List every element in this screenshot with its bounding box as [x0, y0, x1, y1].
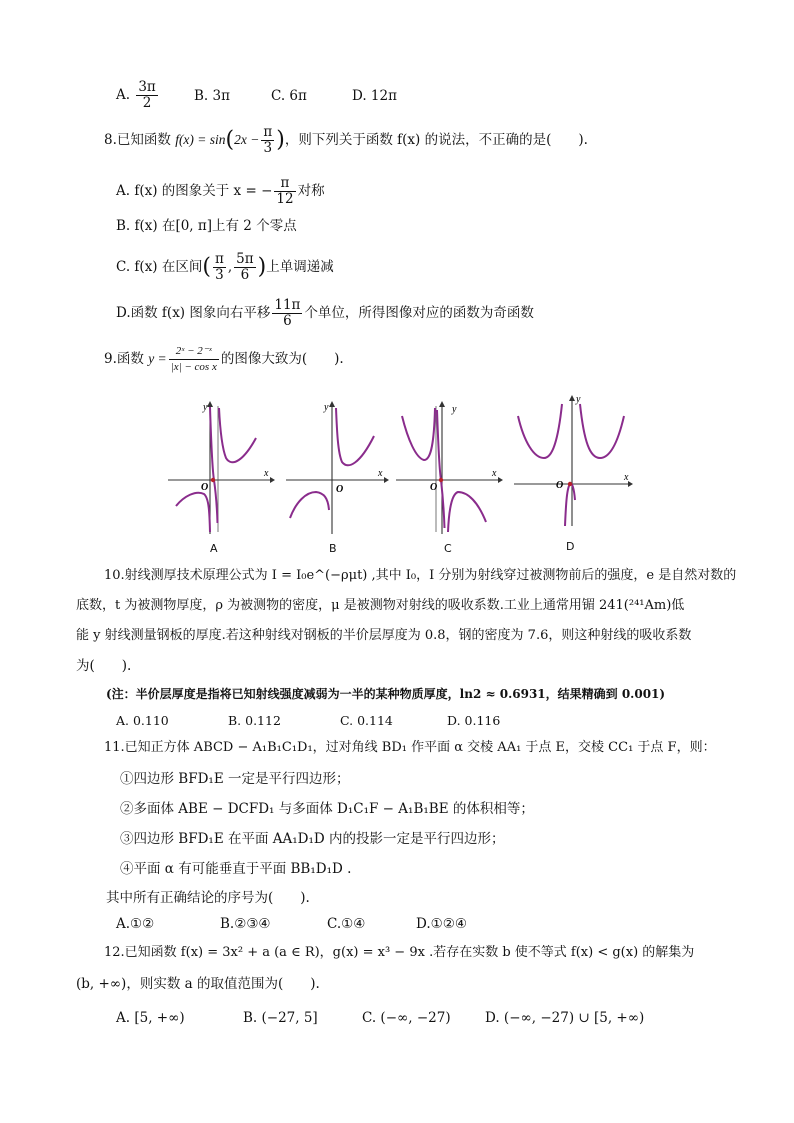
q7-option-c: C. 6π	[271, 88, 307, 104]
q8-stem-num: π	[263, 124, 273, 140]
q9-fraction	[169, 344, 219, 375]
q12-line-2: (b, +∞)，则实数 a 的取值范围为( ).	[76, 976, 320, 992]
q9-graph-a-origin: O	[201, 482, 209, 493]
q7-a-prefix: A.	[116, 87, 131, 103]
q10-option-c: C. 0.114	[340, 713, 393, 728]
q8-c-frac1	[213, 252, 226, 283]
q9-graph-b	[284, 398, 392, 538]
q8-stem-fraction	[261, 125, 274, 156]
q12-line-1: 12.已知函数 f(x) = 3x² + a (a ∈ R)，g(x) = x³ − 9x .若存在实数 b 使不等式 f(x) < g(x) 的解集为	[104, 945, 695, 960]
q8-c-n2: 5π	[236, 251, 254, 267]
q11-option-c: C.①④	[327, 916, 366, 932]
q8-option-a	[116, 176, 325, 207]
q12-option-d: D. (−∞, −27) ∪ [5, +∞)	[485, 1010, 645, 1026]
q8-a-num: π	[274, 176, 295, 192]
q8-d-fraction	[272, 298, 302, 329]
q9-graph-b-y-label: y	[324, 402, 329, 413]
q11-statement-4: ④平面 α 有可能垂直于平面 BB₁D₁D .	[120, 861, 352, 877]
q8-d-num: 11π	[274, 297, 301, 313]
q7-options	[116, 80, 160, 111]
q10-line-4: 为( ).	[76, 658, 132, 674]
q10-line-2: 底数，t 为被测物厚度，ρ 为被测物的密度，μ 是被测物对射线的吸收系数.工业上通常用镅 241(²⁴¹Am)低	[76, 598, 685, 613]
q7-option-a	[116, 79, 160, 111]
q10-line-1: 10.射线测厚技术原理公式为 I = I₀e^(−ρμt) ,其中 I₀，I 分别为射线穿过被测物前后的强度，e 是自然对数的	[104, 568, 737, 583]
q7-a-fraction	[136, 80, 157, 111]
q11-question: 其中所有正确结论的序号为( ).	[106, 890, 310, 906]
q10-option-d: D. 0.116	[447, 713, 501, 728]
q12-option-a: A. [5, +∞)	[116, 1010, 185, 1026]
q8-stem-arg: 2x −	[234, 132, 260, 147]
q12-option-c: C. (−∞, −27)	[362, 1010, 451, 1026]
q8-c-n1: π	[214, 251, 224, 267]
q11-statement-3: ③四边形 BFD₁E 在平面 AA₁D₁D 内的投影一定是平行四边形；	[120, 831, 505, 847]
q9-graph-d-y-label: y	[576, 394, 581, 405]
q9-label-c: C	[444, 542, 452, 555]
q8-d-post: 个单位，所得图像对应的函数为奇函数	[304, 305, 534, 321]
q9-graph-a-x-label: x	[264, 468, 269, 479]
q11-stem: 11.已知正方体 ABCD − A₁B₁C₁D₁，过对角线 BD₁ 作平面 α 交棱 AA₁ 于点 E，交棱 CC₁ 于点 F，则：	[104, 740, 716, 755]
q10-option-a: A. 0.110	[116, 713, 169, 728]
q8-c-post: 上单调递减	[266, 259, 334, 275]
q7-option-d: D. 12π	[352, 88, 397, 104]
q11-option-a: A.①②	[116, 916, 155, 932]
q8-a-pre: A. f(x) 的图象关于 x = −	[116, 183, 273, 199]
q8-a-fraction	[274, 176, 295, 207]
q9-y: y =	[148, 351, 167, 366]
q9-graph-c-x-label: x	[492, 468, 497, 479]
q10-note: (注：半价层厚度是指将已知射线强度减弱为一半的某种物质厚度，ln2 ≈ 0.6931，结果精确到 0.001)	[106, 687, 666, 701]
q9-graph-d-origin: O	[556, 480, 564, 491]
q8-option-b: B. f(x) 在[0, π]上有 2 个零点	[116, 218, 297, 234]
q8-c-frac2	[234, 252, 255, 283]
q10-line-3: 能 y 射线测量钢板的厚度.若这种射线对钢板的半价层厚度为 0.8，钢的密度为 7.6，则这种射线的吸收系数	[76, 628, 692, 643]
q7-a-num: 3π	[138, 79, 156, 95]
q8-a-post: 对称	[297, 183, 325, 199]
q7-option-b: B. 3π	[194, 88, 230, 104]
q9-num: 2ˣ − 2⁻ˣ	[169, 344, 219, 360]
q9-den: |x| − cos x	[170, 361, 217, 373]
q9-graph-c-origin: O	[430, 482, 438, 493]
q9-graph-d	[512, 392, 636, 532]
q8-a-den: 12	[276, 191, 294, 207]
q8-option-c: C. f(x) 在区间( $\frac{\pi}{3}$ , $\frac{5\pi}{6}$ )上单调递减	[116, 251, 334, 283]
q11-statement-2: ②多面体 ABE − DCFD₁ 与多面体 D₁C₁F − A₁B₁BE 的体积相等；	[120, 801, 534, 817]
q9-graph-c-y-label: y	[452, 404, 457, 415]
q9-graph-b-origin: O	[336, 484, 344, 495]
q8-c-d2: 6	[240, 267, 250, 283]
q9-stem	[104, 344, 344, 375]
q8-option-d	[116, 298, 534, 329]
q8-stem-den: 3	[263, 140, 273, 156]
q9-graph-a-y-label: y	[203, 402, 208, 413]
q10-option-b: B. 0.112	[228, 713, 281, 728]
q9-post: 的图像大致为( ).	[220, 351, 344, 367]
q9-label-b: B	[329, 542, 337, 555]
q8-d-pre: D.函数 f(x) 图象向右平移	[116, 305, 271, 321]
q11-option-b: B.②③④	[220, 916, 271, 932]
q9-label-a: A	[210, 542, 218, 555]
q8-stem-prefix: 8.已知函数	[104, 132, 171, 148]
q8-stem-func: f(x) = sin	[175, 132, 226, 147]
q11-option-d: D.①②④	[416, 916, 467, 932]
q9-graph-d-x-label: x	[624, 472, 629, 483]
q12-option-b: B. (−27, 5]	[243, 1010, 318, 1026]
q8-c-d1: 3	[215, 267, 224, 283]
q9-graph-c	[394, 398, 504, 538]
q8-stem: 8.已知函数 f(x) = sin(2x − $\frac{\pi}{3}$ )，则下列关于函数 f(x) 的说法，不正确的是( ).	[104, 124, 588, 156]
q7-a-den: 2	[142, 95, 152, 111]
q8-c-pre: C. f(x) 在区间	[116, 259, 203, 275]
q9-graph-a	[166, 398, 276, 538]
q9-graph-b-x-label: x	[378, 468, 383, 479]
q8-d-den: 6	[283, 313, 292, 329]
q9-pre: 9.函数	[104, 351, 144, 367]
q9-label-d: D	[566, 540, 575, 553]
q8-stem-suffix: ，则下列关于函数 f(x) 的说法，不正确的是( ).	[284, 132, 588, 148]
q11-statement-1: ①四边形 BFD₁E 一定是平行四边形；	[120, 771, 350, 787]
